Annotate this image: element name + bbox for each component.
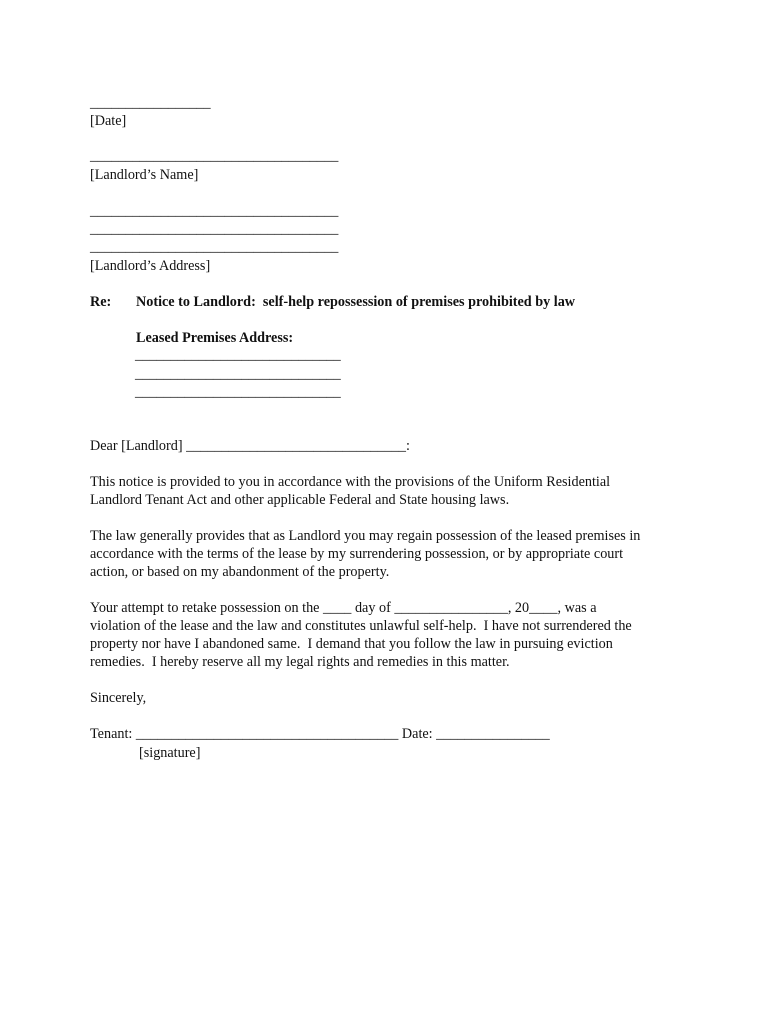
date-blank-line: _________________ — [90, 95, 211, 111]
closing-sincerely: Sincerely, — [90, 690, 147, 706]
landlord-address-line-2: ___________________________________ — [90, 221, 339, 237]
paragraph-2-line-1: The law generally provides that as Landlord you may regain possession of the leased premises in — [90, 528, 641, 544]
paragraph-3-line-2: violation of the lease and the law and constitutes unlawful self-help. I have not surrendered the — [90, 618, 632, 634]
paragraph-3-line-4: remedies. I hereby reserve all my legal rights and remedies in this matter. — [90, 654, 510, 670]
premises-address-line-3: _____________________________ — [135, 384, 341, 400]
premises-address-line-2: _____________________________ — [135, 366, 341, 382]
re-label: Re: — [90, 294, 112, 310]
leased-premises-heading: Leased Premises Address: — [136, 330, 294, 346]
paragraph-2-line-3: action, or based on my abandonment of the property. — [90, 564, 390, 580]
landlord-address-line-1: ___________________________________ — [90, 203, 339, 219]
re-subject: Notice to Landlord: self-help repossession of premises prohibited by law — [136, 294, 576, 310]
salutation: Dear [Landlord] _______________________________: — [90, 438, 410, 454]
landlord-name-blank-line: ___________________________________ — [90, 148, 339, 164]
landlord-address-label: [Landlord’s Address] — [90, 258, 211, 274]
paragraph-1-line-2: Landlord Tenant Act and other applicable Federal and State housing laws. — [90, 492, 510, 508]
date-label: [Date] — [90, 113, 127, 129]
signature-label: [signature] — [139, 745, 201, 761]
landlord-name-label: [Landlord’s Name] — [90, 167, 199, 183]
paragraph-1-line-1: This notice is provided to you in accordance with the provisions of the Uniform Residential — [90, 474, 611, 490]
paragraph-2-line-2: accordance with the terms of the lease by my surrendering possession, or by appropriate court — [90, 546, 624, 562]
paragraph-3-line-1: Your attempt to retake possession on the ____ day of ________________, 20____, was a — [90, 600, 597, 616]
premises-address-line-1: _____________________________ — [135, 347, 341, 363]
landlord-address-line-3: ___________________________________ — [90, 239, 339, 255]
tenant-signature-date-line: Tenant: _____________________________________ Date: ________________ — [90, 726, 550, 742]
paragraph-3-line-3: property nor have I abandoned same. I demand that you follow the law in pursuing eviction — [90, 636, 613, 652]
